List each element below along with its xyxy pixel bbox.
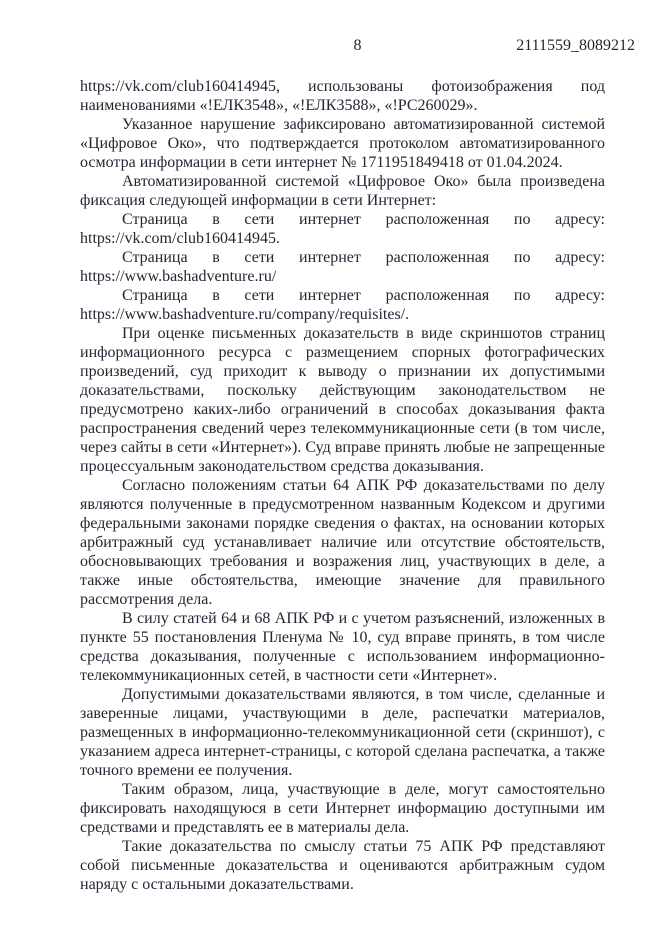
paragraph-continuation (80, 77, 605, 115)
page-number: 8 (353, 37, 362, 54)
paragraph-apk-64: Согласно положениям статьи 64 АПК РФ доказательствами по делу являются полученные в предусмотренном названным Кодексом и другими федеральными законами порядке сведения о фактах, на основании которых арбитражный суд устанавливает наличие или отсутствие обстоятельств, обосновывающих требования и возражения лиц, участвующих в деле, а также иные обстоятельства, имеющие значение для правильного рассмотрения дела. (80, 477, 605, 608)
paragraph-screenshot-evidence: При оценке письменных доказательств в виде скриншотов страниц информационного ресурса с размещением спорных фотографических произведений, суд приходит к выводу о признании их допустимыми доказательствами, поскольку действующим законодательством не предусмотрено каких-либо ограничений в способах доказывания факта распространения сведений через телекоммуникационные сети (в том числе, через сайты в сети «Интернет»). Суд вправе принять любые не запрещенные процессуальным законодательством средства доказывания. (80, 325, 605, 475)
paragraph-text: . (276, 230, 280, 247)
paragraph-system-fixation: Автоматизированной системой «Цифровое Око» была произведена фиксация следующей информации в сети Интернет: (80, 173, 605, 209)
paragraph-apk-64-68: В силу статей 64 и 68 АПК РФ и с учетом разъяснений, изложенных в пункте 55 постановления Пленума № 10, суд вправе принять, в том числе средства доказывания, полученные с использованием информационно-телекоммуникационных сетей, в частности сети «Интернет». (80, 610, 605, 684)
document-body (80, 77, 605, 894)
paragraph-admissible-evidence: Допустимыми доказательствами являются, в том числе, сделанные и заверенные лицами, участвующими в деле, распечатки материалов, размещенных в информационно-телекоммуникационной сети (скриншот), с указанием адреса интернет-страницы, с которой сделана распечатка, а также точного времени ее получения. (80, 686, 605, 779)
paragraph-self-fixation: Таким образом, лица, участвующие в деле, могут самостоятельно фиксировать находящуюся в сети Интернет информацию доступными им средствами и представлять ее в материалы дела. (80, 781, 605, 836)
document-id: 2111559_8089212 (516, 37, 635, 54)
paragraph-text: Страница в сети интернет расположенная по адресу: (122, 211, 605, 228)
paragraph-text: Страница в сети интернет расположенная по адресу: (122, 249, 605, 266)
paragraph-apk-75: Такие доказательства по смыслу статьи 75 АПК РФ представляют собой письменные доказательства и оцениваются арбитражным судом наряду с остальными доказательствами. (80, 838, 605, 893)
paragraph-text: использованы фотоизображения под наименованиями «!ЕЛК3548», «!ЕЛК3588», «!РС260029». (80, 78, 605, 114)
paragraph-page-address-1 (80, 210, 605, 248)
page-header (80, 37, 635, 57)
url-text: https://vk.com/club160414945 (80, 230, 276, 247)
paragraph-text: . (405, 306, 410, 323)
paragraph-page-address-3 (80, 286, 605, 324)
url-text: https://www.bashadventure.ru/company/requisites/ (80, 306, 406, 323)
paragraph-page-address-2 (80, 248, 605, 286)
url-text: https://www.bashadventure.ru/ (80, 268, 277, 285)
paragraph-violation-fixed: Указанное нарушение зафиксировано автоматизированной системой «Цифровое Око», что подтверждается протоколом автоматизированного осмотра информации в сети интернет № 1711951849418 от 01.04.2024. (80, 116, 605, 171)
paragraph-text: Страница в сети интернет расположенная по адресу: (122, 287, 605, 304)
url-text: https://vk.com/club160414945, (80, 78, 280, 95)
